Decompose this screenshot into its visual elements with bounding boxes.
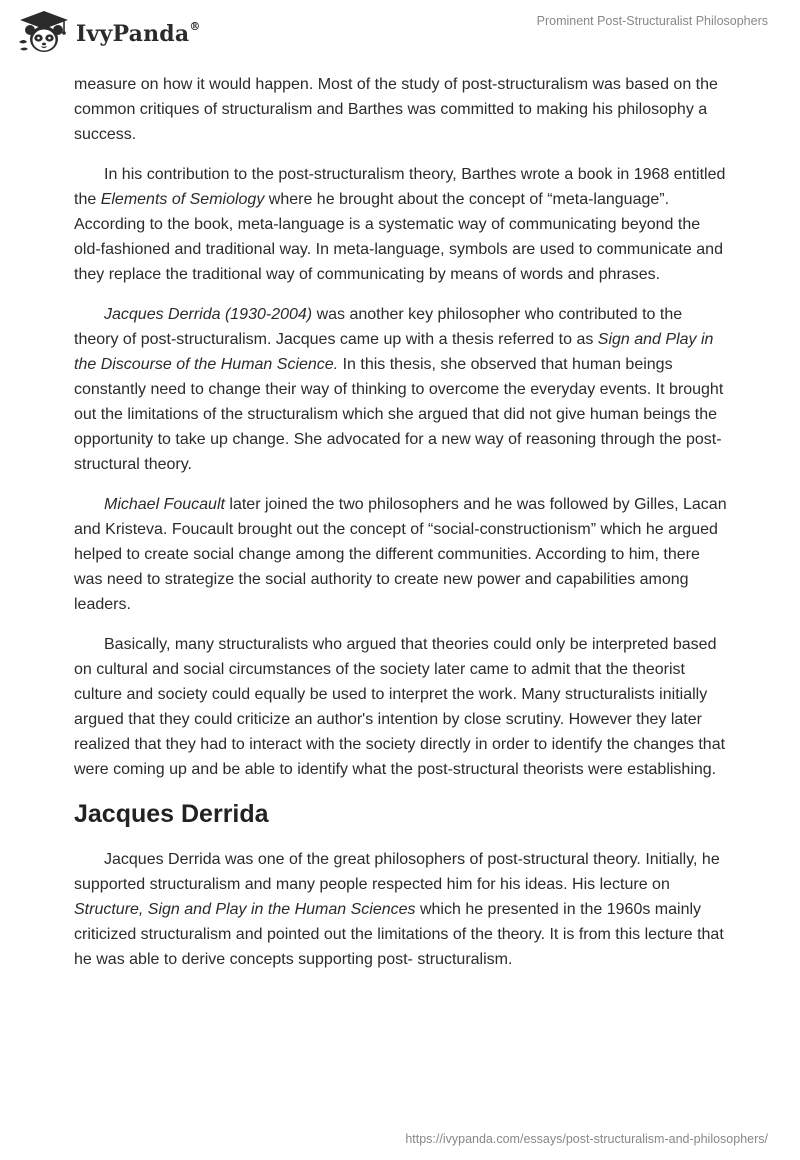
paragraph-p6	[74, 847, 730, 972]
text-segment: was another key philosopher who contributed to the theory of post-structuralism. Jacques came up with a thesis referred to as	[74, 306, 683, 348]
text-segment: In this thesis, she observed that human beings constantly need to change their way of thinking to overcome the everyday events. It brought out the limitations of the structuralism which she argued that did not give human beings the opportunity to take up change. She advocated for a new way of reasoning through the post-structural theory.	[74, 356, 724, 473]
paragraph-p4	[74, 492, 730, 617]
source-url[interactable]: https://ivypanda.com/essays/post-structuralism-and-philosophers/	[405, 1132, 768, 1146]
paragraph-p2	[74, 162, 730, 287]
text-segment: Basically, many structuralists who argued that theories could only be interpreted based on cultural and social circumstances of the society later came to admit that the theorist culture and society could equally be used to interpret the work. Many structuralists initially argued that they could criticize an author's intention by close scrutiny. However they later realized that they had to interact with the society directly in order to identify the changes that were coming up and be able to identify what the post-structural theorists were establishing.	[74, 636, 726, 778]
brand-name: IvyPanda®	[76, 19, 201, 47]
italic-text: Elements of Semiology	[100, 191, 265, 208]
text-segment: which he presented in the 1960s mainly criticized structuralism and pointed out the limitations of the theory. It is from this lecture that he was able to derive concepts supporting post- structuralism.	[74, 901, 724, 968]
panda-graduate-icon	[16, 8, 72, 56]
italic-text: Structure, Sign and Play in the Human Sciences	[74, 901, 416, 918]
paragraph-p3	[74, 302, 730, 477]
italic-text: Sign and Play in the Discourse of the Human Science.	[74, 331, 714, 373]
paragraph-group	[74, 72, 730, 782]
italic-text: Michael Foucault	[104, 496, 225, 513]
text-segment: In his contribution to the post-structuralism theory, Barthes wrote a book in 1968 entitled the	[74, 166, 726, 208]
document-title: Prominent Post-Structuralist Philosophers	[536, 14, 768, 28]
paragraph-p1	[74, 72, 730, 147]
paragraph-p5	[74, 632, 730, 782]
text-segment: measure on how it would happen. Most of the study of post-structuralism was based on the common critiques of structuralism and Barthes was committed to making his philosophy a success.	[74, 76, 718, 143]
article-body	[74, 72, 730, 987]
trademark-symbol: ®	[189, 19, 201, 33]
section-heading: Jacques Derrida	[74, 800, 269, 828]
italic-text: Jacques Derrida (1930-2004)	[104, 306, 313, 323]
text-segment: where he brought about the concept of “meta-language”. According to the book, meta-language is a systematic way of communicating beyond the old-fashioned and traditional way. In meta-language, symbols are used to communicate and they replace the traditional way of communicating by means of words and phrases.	[74, 191, 723, 283]
brand-logo[interactable]	[16, 8, 201, 56]
text-segment: later joined the two philosophers and he was followed by Gilles, Lacan and Kristeva. Foucault brought out the concept of “social-constructionism” which he argued helped to create social change among the different communities. According to him, there was need to strategize the social authority to create new power and capabilities among leaders.	[74, 496, 727, 613]
text-segment: Jacques Derrida was one of the great philosophers of post-structural theory. Initially, he supported structuralism and many people respected him for his ideas. His lecture on	[74, 851, 720, 893]
page-header	[0, 0, 800, 62]
section-paragraph-group	[74, 847, 730, 972]
